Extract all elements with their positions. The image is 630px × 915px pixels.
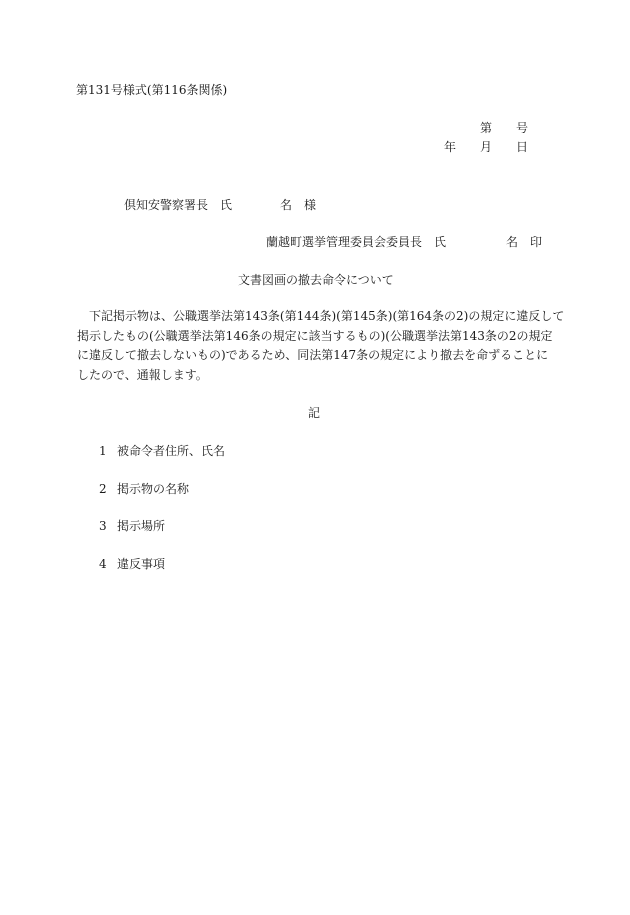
item-label: 違反事項 (117, 557, 166, 571)
document-date: 年 月 日 (444, 140, 529, 154)
item-number: 3 (99, 519, 107, 533)
item-number: 4 (99, 557, 107, 571)
body-line: したので、通報します。 (77, 367, 208, 382)
item-number: 2 (99, 482, 107, 496)
sender: 蘭越町選挙管理委員会委員長 氏 名 印 (266, 235, 543, 249)
list-item (99, 481, 189, 497)
body-line: 下記掲示物は、公職選挙法第143条(第144条)(第145条)(第164条の2)の規定に違反して (77, 309, 565, 323)
ki-heading: 記 (308, 406, 321, 420)
body-paragraph (77, 307, 565, 385)
item-label: 掲示場所 (117, 519, 166, 533)
item-label: 被命令者住所、氏名 (117, 444, 226, 458)
item-label: 掲示物の名称 (117, 482, 190, 496)
document-number: 第 号 (480, 121, 529, 135)
body-line: 掲示したもの(公職選挙法第146条の規定に該当するもの)(公職選挙法第143条の2の規定 (77, 328, 553, 343)
item-number: 1 (99, 444, 107, 458)
subject-title: 文書図画の撤去命令について (238, 273, 394, 287)
list-item (99, 556, 165, 572)
form-number: 第131号様式(第116条関係) (76, 83, 228, 97)
body-line: に違反して撤去しないもの)であるため、同法第147条の規定により撤去を命ずることに (77, 348, 549, 362)
list-item (99, 518, 165, 534)
list-item (99, 443, 225, 459)
addressee: 倶知安警察署長 氏 名 様 (124, 198, 317, 212)
